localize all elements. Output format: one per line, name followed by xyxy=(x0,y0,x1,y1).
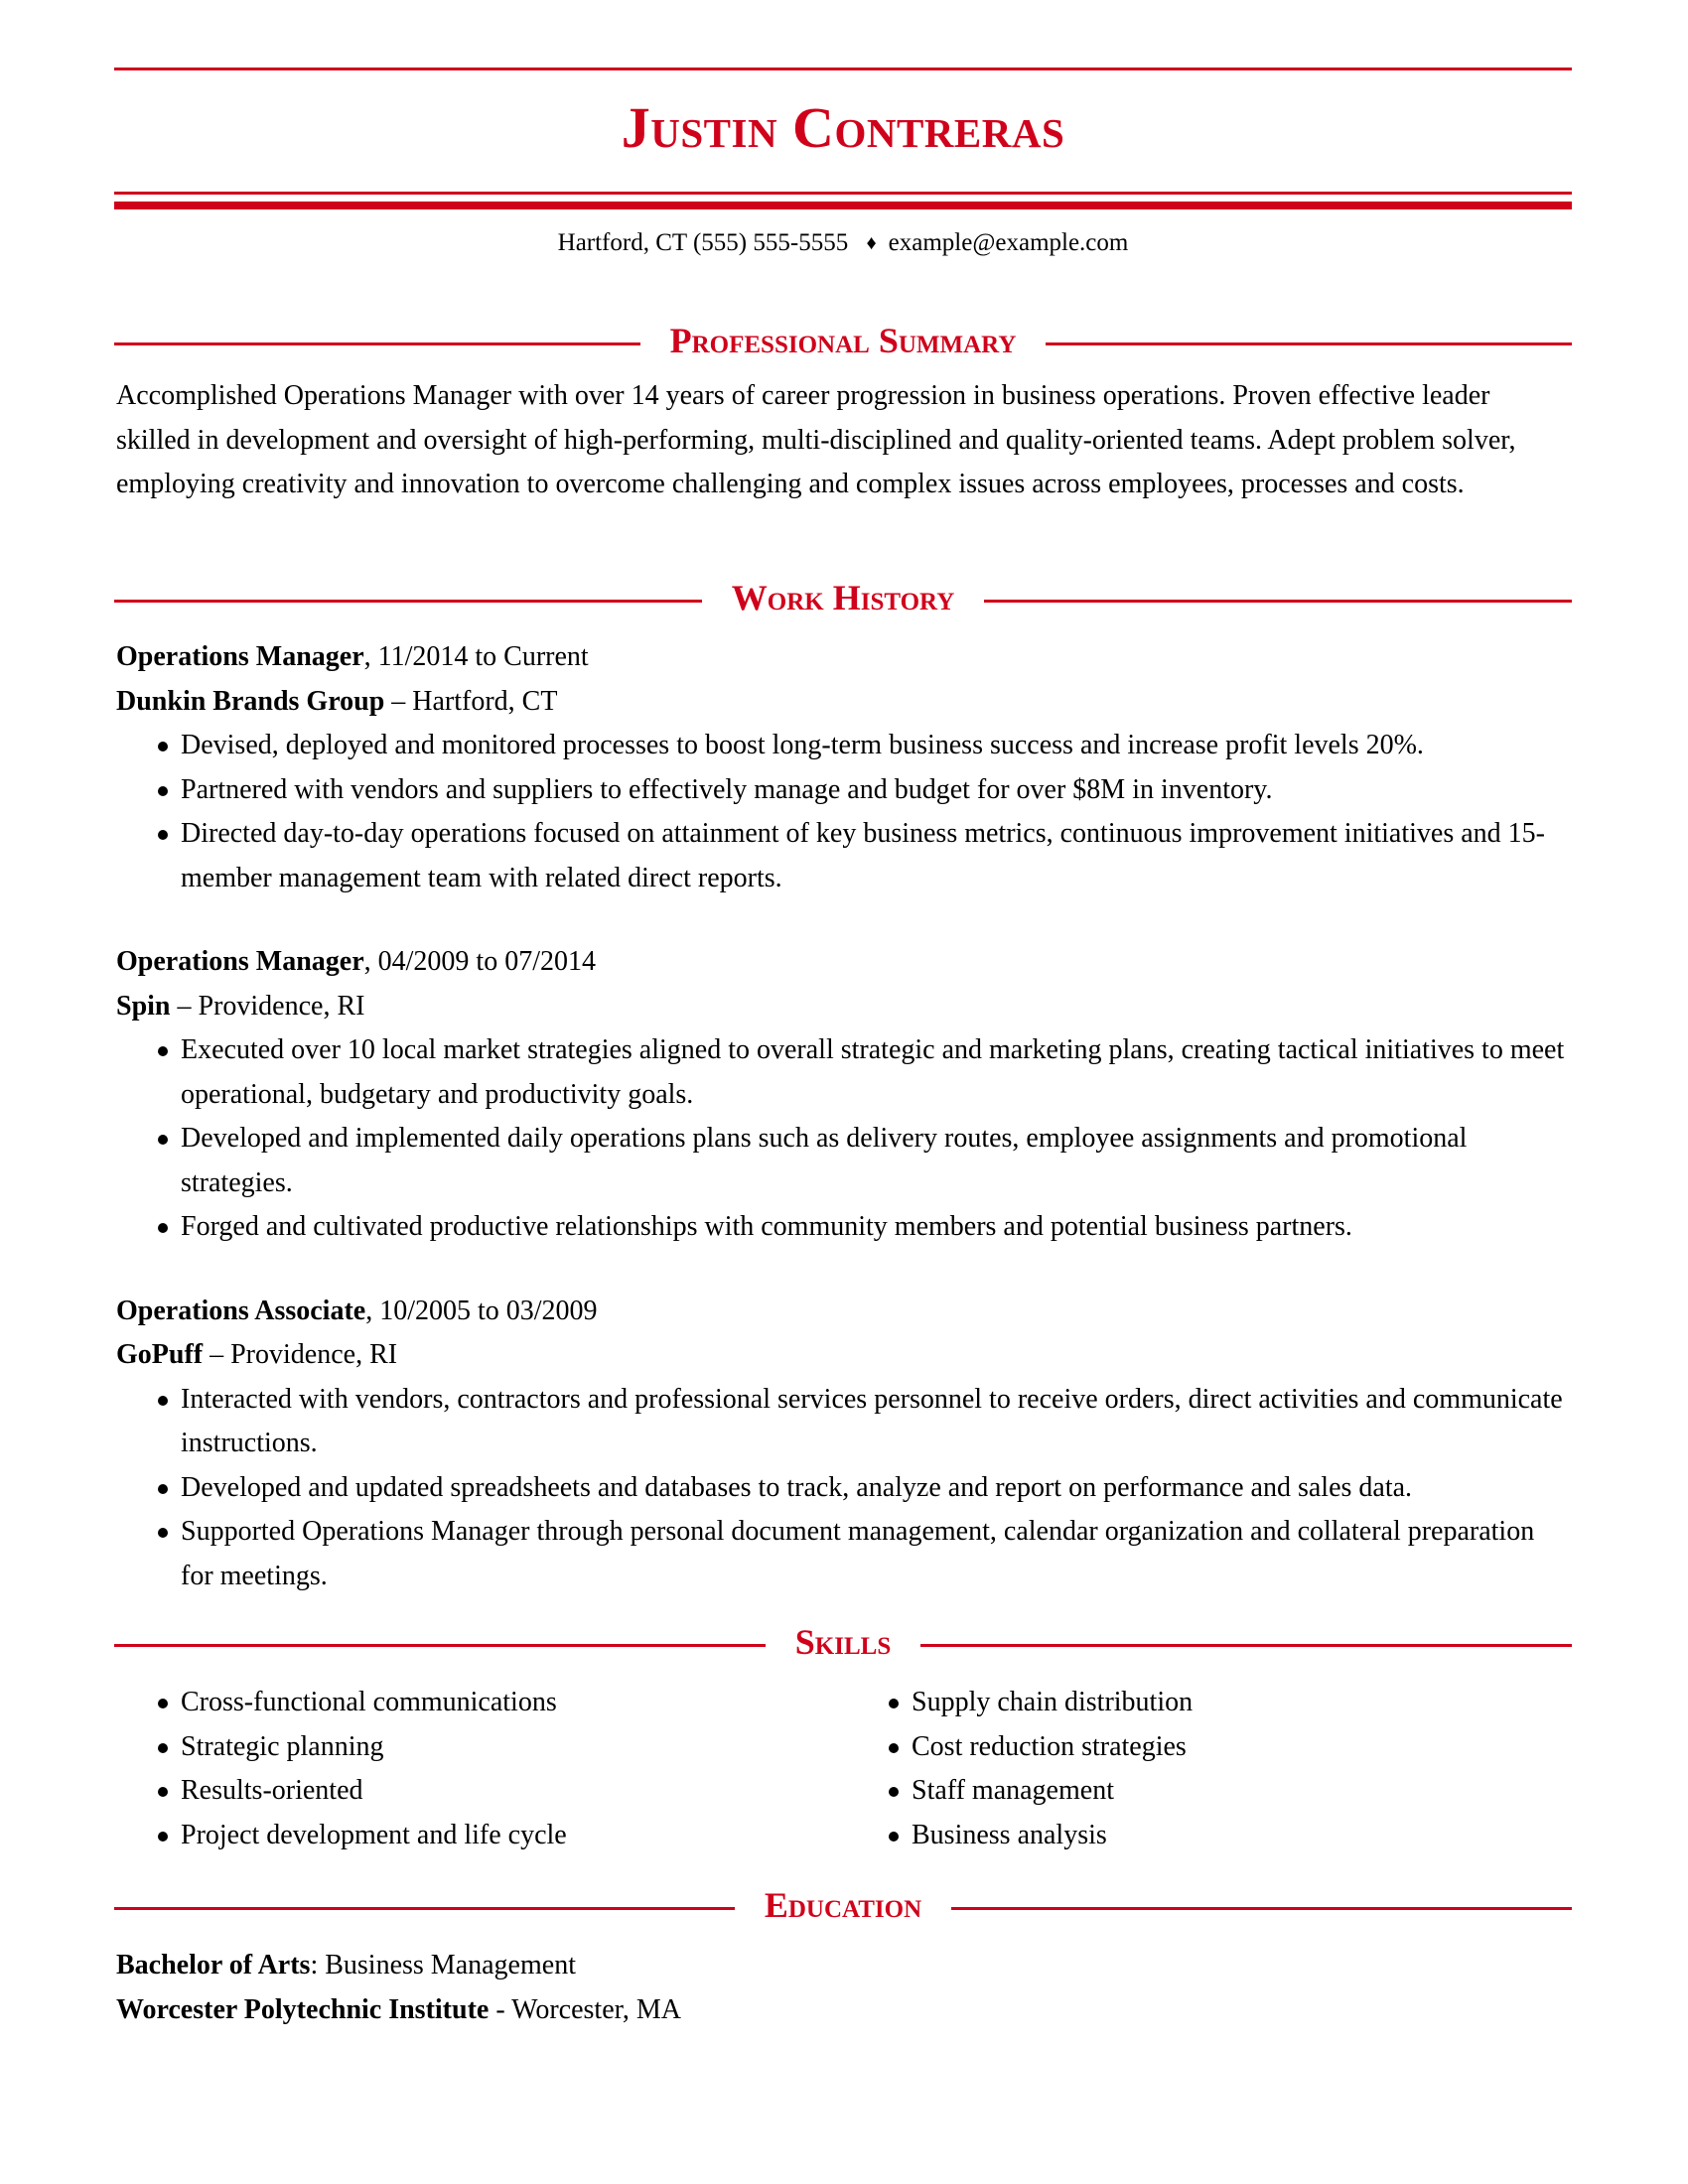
job-company: Spin xyxy=(116,990,171,1022)
contact-location: Hartford, CT xyxy=(557,229,687,256)
skills-bullets-right xyxy=(846,1681,1639,1857)
job-location: – Providence, RI xyxy=(170,990,365,1022)
job-company-line xyxy=(116,985,1572,1029)
header-top-rule xyxy=(114,68,1572,70)
contact-line xyxy=(114,228,1572,258)
candidate-name: Justin Contreras xyxy=(621,95,1065,160)
job-bullet: Supported Operations Manager through personal document management, calendar organization and collateral preparation for meetings. xyxy=(181,1510,1572,1598)
job-company-line xyxy=(116,680,1572,725)
section-rule-right xyxy=(951,1907,1572,1910)
school-name: Worcester Polytechnic Institute xyxy=(116,1993,490,2025)
job-company: GoPuff xyxy=(116,1339,204,1370)
job-bullet: Interacted with vendors, contractors and professional services personnel to receive orders, direct activities and communicate instructions. xyxy=(181,1378,1572,1466)
diamond-separator-icon: ♦ xyxy=(866,232,877,254)
job-title: Operations Associate xyxy=(116,1295,366,1326)
skill-item: Supply chain distribution xyxy=(912,1681,1639,1725)
summary-paragraph: Accomplished Operations Manager with over 14 years of career progression in business operations. Proven effective leader skilled in development and oversight of high-performing, multi-disciplined and quality-oriented teams. Adept problem solver, employing creativity and innovation to overcome challenging and complex issues across employees, processes and costs. xyxy=(116,380,1516,499)
work-history-list xyxy=(116,635,1572,1598)
section-rule-left xyxy=(114,600,702,603)
job-bullet: Developed and updated spreadsheets and databases to track, analyze and report on performance and sales data. xyxy=(181,1466,1572,1511)
job-title: Operations Manager xyxy=(116,641,364,672)
job-location: – Hartford, CT xyxy=(384,685,558,717)
job-bullets xyxy=(116,724,1572,900)
section-rule-right xyxy=(984,600,1572,603)
job-bullet: Devised, deployed and monitored processes to boost long-term business success and increase profit levels 20%. xyxy=(181,724,1572,768)
job-title-line xyxy=(116,940,1572,985)
degree-line xyxy=(116,1944,1572,1988)
job-bullets xyxy=(116,1378,1572,1599)
job-entry xyxy=(116,635,1572,900)
degree: Bachelor of Arts xyxy=(116,1950,311,1980)
skill-item: Strategic planning xyxy=(181,1725,909,1770)
job-title: Operations Manager xyxy=(116,946,364,977)
section-title-summary: Professional Summary xyxy=(669,321,1017,360)
skill-item: Business analysis xyxy=(912,1814,1639,1858)
section-heading-education xyxy=(114,1883,1572,1933)
section-rule-left xyxy=(114,1644,766,1647)
job-bullet: Developed and implemented daily operations plans such as delivery routes, employee assignments and promotional strategies. xyxy=(181,1117,1572,1205)
job-dates: , 10/2005 to 03/2009 xyxy=(365,1295,598,1326)
section-rule-right xyxy=(1046,342,1572,345)
skills-bullets-left xyxy=(116,1681,909,1857)
section-rule-left xyxy=(114,342,640,345)
job-company: Dunkin Brands Group xyxy=(116,685,385,717)
job-bullet: Executed over 10 local market strategies aligned to overall strategic and marketing plans, creating tactical initiatives to meet operational, budgetary and productivity goals. xyxy=(181,1028,1572,1117)
section-heading-summary xyxy=(114,319,1572,368)
job-entry xyxy=(116,1290,1572,1599)
education-entry xyxy=(116,1944,1572,2032)
section-rule-right xyxy=(920,1644,1572,1647)
skills-list xyxy=(116,1681,1572,1857)
job-title-line xyxy=(116,1290,1572,1334)
skill-item: Staff management xyxy=(912,1769,1639,1814)
contact-phone: (555) 555-5555 xyxy=(692,229,849,256)
section-title-skills: Skills xyxy=(794,1622,892,1662)
job-location: – Providence, RI xyxy=(203,1339,398,1370)
job-bullets xyxy=(116,1028,1572,1250)
skill-item: Cost reduction strategies xyxy=(912,1725,1639,1770)
skills-column-left xyxy=(116,1681,846,1857)
job-bullet: Partnered with vendors and suppliers to effectively manage and budget for over $8M in inventory. xyxy=(181,768,1572,813)
section-heading-work-history xyxy=(114,576,1572,625)
skill-item: Cross-functional communications xyxy=(181,1681,909,1725)
skill-item: Results-oriented xyxy=(181,1769,909,1814)
job-title-line xyxy=(116,635,1572,680)
job-entry xyxy=(116,940,1572,1250)
section-heading-skills xyxy=(114,1620,1572,1670)
header-thick-rule xyxy=(114,202,1572,209)
job-dates: , 11/2014 to Current xyxy=(363,641,589,672)
school-line xyxy=(116,1988,1572,2033)
job-dates: , 04/2009 to 07/2014 xyxy=(363,946,596,977)
job-bullet: Forged and cultivated productive relationships with community members and potential business partners. xyxy=(181,1205,1572,1250)
job-company-line xyxy=(116,1333,1572,1378)
section-title-education: Education xyxy=(764,1885,922,1925)
degree-field: : Business Management xyxy=(310,1950,576,1980)
skill-item: Project development and life cycle xyxy=(181,1814,909,1858)
job-bullet: Directed day-to-day operations focused on attainment of key business metrics, continuous improvement initiatives and 15-member management team with related direct reports. xyxy=(181,812,1572,900)
school-location: - Worcester, MA xyxy=(489,1993,681,2025)
section-rule-left xyxy=(114,1907,735,1910)
contact-email: example@example.com xyxy=(888,229,1129,256)
skills-column-right xyxy=(846,1681,1572,1857)
section-title-work-history: Work History xyxy=(731,578,955,617)
header-thin-rule xyxy=(114,192,1572,195)
